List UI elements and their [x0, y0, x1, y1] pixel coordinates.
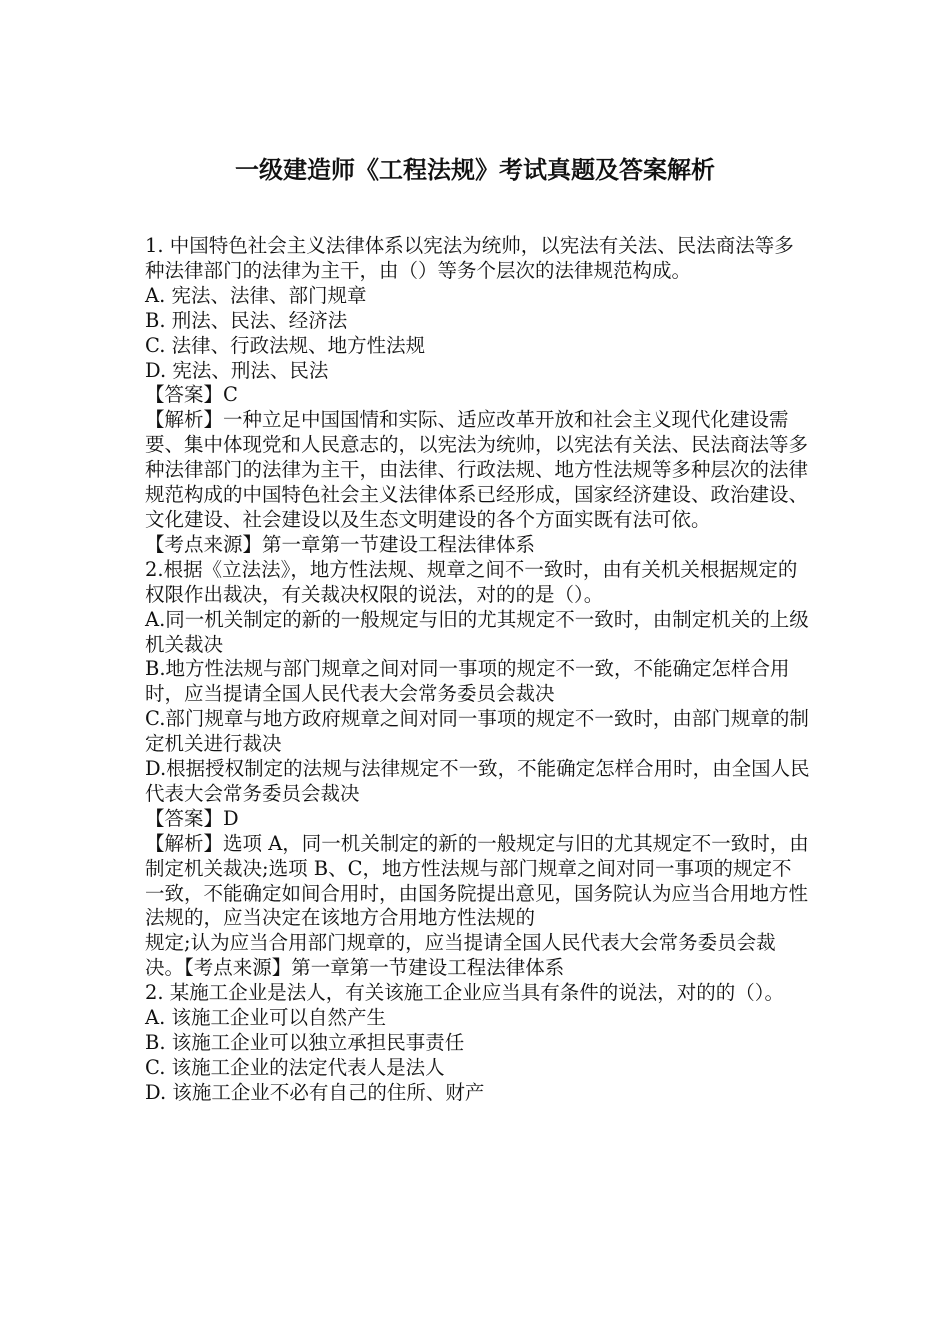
question-2-answer: 【答案】D	[145, 806, 239, 830]
question-1-option-a: A. 宪法、法律、部门规章	[145, 283, 367, 307]
question-2-option-d: D.根据授权制定的法规与法律规定不一致，不能确定怎样合用时，由全国人民代表大会常务委员会裁决	[145, 757, 810, 805]
question-3-option-a: A. 该施工企业可以自然产生	[145, 1006, 386, 1030]
question-1-answer: 【答案】C	[145, 383, 238, 407]
question-1-stem: 1. 中国特色社会主义法律体系以宪法为统帅，以宪法有关法、民法商法等多种法律部门的法律为主干，由（）等务个层次的法律规范构成。	[145, 234, 794, 282]
question-2-option-a: A.同一机关制定的新的一般规定与旧的尤其规定不一致时，由制定机关的上级机关裁决	[145, 607, 809, 656]
document-body	[145, 234, 810, 1106]
question-2-option-b: B.地方性法规与部门规章之间对同一事项的规定不一致，不能确定怎样合用时，应当提请全国人民代表大会常务委员会裁决	[145, 657, 790, 706]
question-3-stem: 2. 某施工企业是法人，有关该施工企业应当具有条件的说法，对的的（）。	[145, 981, 785, 1005]
document-title: 一级建造师《工程法规》考试真题及答案解析	[235, 156, 715, 184]
question-3-option-d: D. 该施工企业不必有自己的住所、财产	[145, 1080, 485, 1104]
question-2-analysis-continued: 规定;认为应当合用部门规章的，应当提请全国人民代表大会常务委员会裁决。【考点来源】第一章第一节建设工程法律体系	[145, 931, 776, 980]
question-1-option-d: D. 宪法、刑法、民法	[145, 358, 329, 382]
question-2-stem: 2.根据《立法法》，地方性法规、规章之间不一致时，由有关机关根据规定的权限作出裁决，有关裁决权限的说法，对的的是（）。	[145, 557, 798, 606]
question-2-analysis: 【解析】选项 A，同一机关制定的新的一般规定与旧的尤其规定不一致时，由制定机关裁决;选项 B、C，地方性法规与部门规章之间对同一事项的规定不一致，不能确定如间合用时，由国务院提出意见，国务院认为应当合用地方性法规的，应当决定在该地方合用地方性法规的	[145, 831, 809, 930]
question-3-option-c: C. 该施工企业的法定代表人是法人	[145, 1055, 445, 1079]
question-1-option-c: C. 法律、行政法规、地方性法规	[145, 333, 426, 357]
question-2-option-c: C.部门规章与地方政府规章之间对同一事项的规定不一致时，由部门规章的制定机关进行裁决	[145, 707, 809, 756]
question-1-analysis: 【解析】一种立足中国国情和实际、适应改革开放和社会主义现代化建设需要、集中体现党和人民意志的，以宪法为统帅，以宪法有关法、民法商法等多种法律部门的法律为主干，由法律、行政法规、地方性法规等多种层次的法律规范构成的中国特色社会主义法律体系已经形成，国家经济建设、政治建设、文化建设、社会建设以及生态文明建设的各个方面实既有法可依。	[145, 408, 809, 531]
question-1-source: 【考点来源】第一章第一节建设工程法律体系	[145, 532, 536, 556]
question-3-option-b: B. 该施工企业可以独立承担民事责任	[145, 1031, 465, 1054]
question-1-option-b: B. 刑法、民法、经济法	[145, 308, 348, 332]
